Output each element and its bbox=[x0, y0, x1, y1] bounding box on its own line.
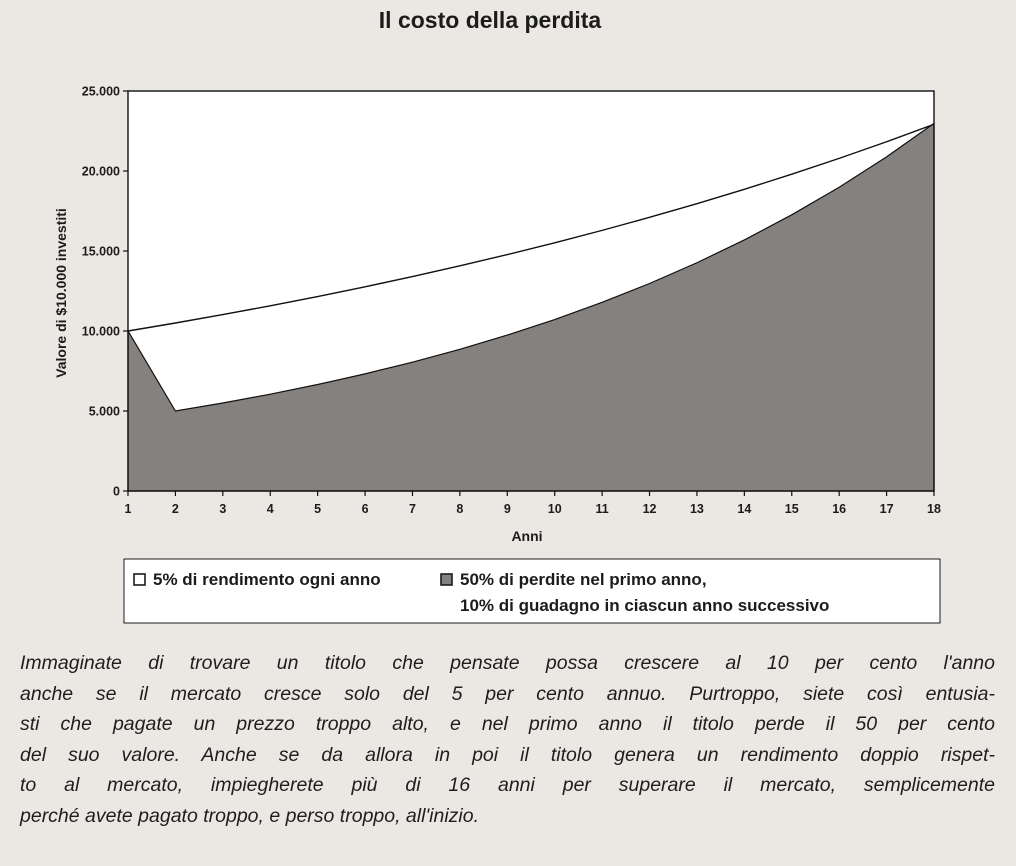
x-tick-label: 12 bbox=[642, 502, 657, 516]
x-tick-label: 1 bbox=[124, 502, 132, 516]
legend-swatch-loss bbox=[441, 574, 452, 585]
x-tick-label: 5 bbox=[314, 502, 322, 516]
x-tick-label: 13 bbox=[689, 502, 704, 516]
y-tick-label: 20.000 bbox=[81, 164, 120, 179]
x-tick-label: 18 bbox=[927, 502, 941, 516]
y-tick-label: 10.000 bbox=[81, 324, 120, 339]
x-tick-label: 10 bbox=[547, 502, 562, 516]
caption-line: Immaginate di trovare un titolo che pensate possa crescere al 10 per cento l'anno bbox=[20, 652, 995, 674]
caption bbox=[20, 648, 995, 831]
y-tick-label: 5.000 bbox=[88, 404, 120, 419]
plot-area bbox=[82, 85, 941, 517]
y-tick-label: 15.000 bbox=[81, 244, 120, 259]
legend-label-loss-line1: 50% di perdite nel primo anno, bbox=[460, 570, 707, 589]
x-tick-label: 7 bbox=[408, 502, 416, 516]
legend-label-loss-line2: 10% di guadagno in ciascun anno successivo bbox=[460, 596, 830, 615]
x-tick-label: 15 bbox=[784, 502, 799, 516]
caption-line: anche se il mercato cresce solo del 5 per cento annuo. Purtroppo, siete così entusia- bbox=[20, 682, 995, 705]
chart-title: Il costo della perdita bbox=[378, 7, 602, 33]
x-tick-label: 11 bbox=[595, 502, 609, 516]
legend-swatch-5-percent bbox=[134, 574, 145, 585]
x-tick-label: 17 bbox=[879, 502, 894, 516]
y-tick-label: 25.000 bbox=[81, 84, 120, 99]
x-tick-label: 8 bbox=[456, 502, 464, 516]
x-axis-label: Anni bbox=[511, 528, 543, 544]
x-tick-label: 6 bbox=[361, 502, 369, 516]
legend bbox=[124, 559, 940, 623]
x-tick-label: 9 bbox=[503, 502, 511, 516]
x-tick-label: 14 bbox=[737, 502, 752, 516]
caption-line: to al mercato, impiegherete più di 16 anni per superare il mercato, semplicemente bbox=[20, 774, 995, 796]
legend-label-5-percent: 5% di rendimento ogni anno bbox=[153, 570, 381, 589]
caption-line: perché avete pagato troppo, e perso troppo, all'inizio. bbox=[20, 804, 480, 827]
caption-line: sti che pagate un prezzo troppo alto, e nel primo anno il titolo perde il 50 per cento bbox=[20, 713, 995, 735]
x-tick-label: 4 bbox=[266, 502, 274, 516]
y-axis-label: Valore di $10.000 investiti bbox=[53, 208, 69, 378]
x-tick-label: 3 bbox=[219, 502, 227, 516]
x-tick-label: 2 bbox=[171, 502, 179, 516]
y-tick-label: 0 bbox=[113, 484, 120, 499]
caption-line: del suo valore. Anche se da allora in poi il titolo genera un rendimento doppio rispet- bbox=[20, 743, 995, 766]
x-tick-label: 16 bbox=[832, 502, 847, 516]
